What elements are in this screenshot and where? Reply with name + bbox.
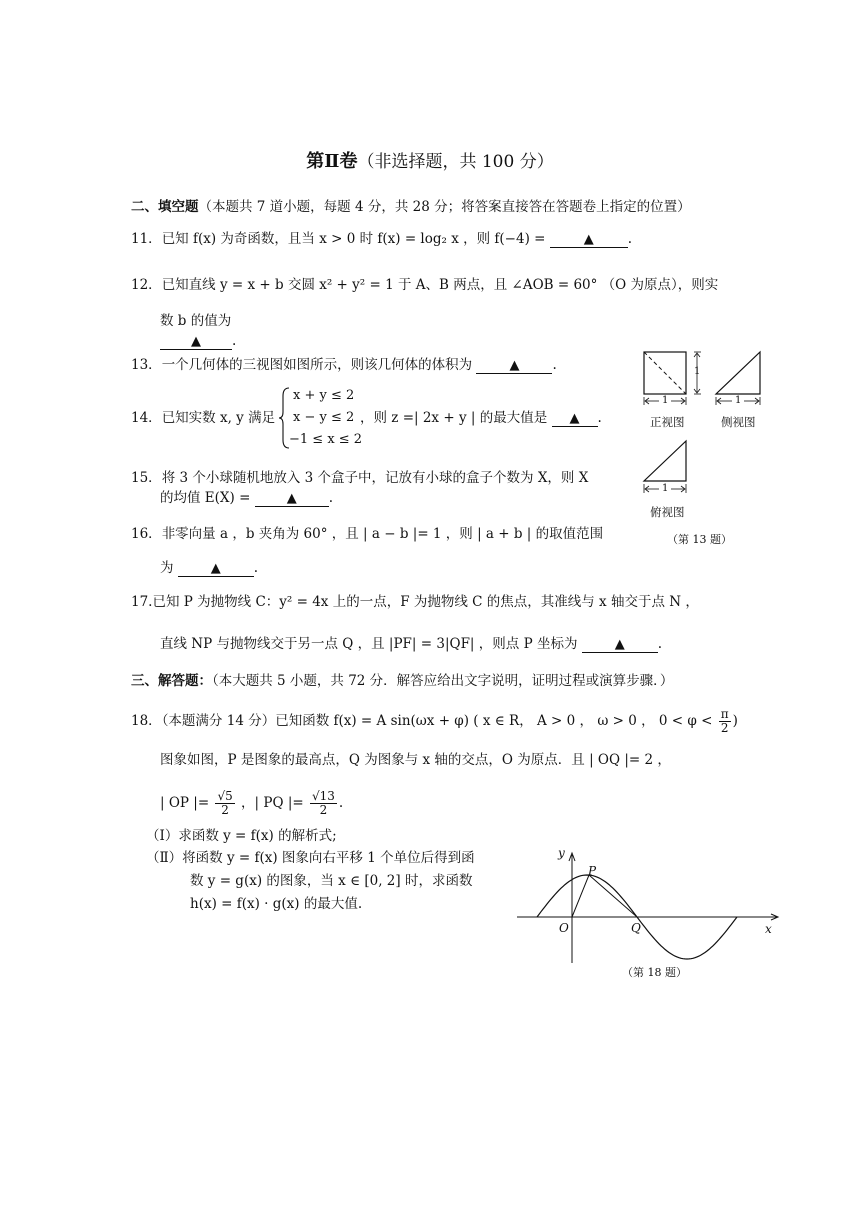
segment-pq [589,875,637,917]
top-view-triangle [644,441,686,481]
q12-text-line1: 已知直线 y = x + b 交圆 x² + y² = 1 于 A、B 两点，且 ∠AOB = 60° （O 为原点），则实 [161,277,719,293]
solution-section-note: （本大题共 5 小题，共 72 分．解答应给出文字说明，证明过程或演算步骤．） [212,673,674,689]
solution-section-header [131,673,673,689]
q15-line2 [160,490,333,507]
question-12 [131,277,718,293]
q13-text: 一个几何体的三视图如图所示，则该几何体的体积为 [161,357,473,373]
q16-answer-blank[interactable] [178,561,254,577]
q15-number: 15． [131,470,162,486]
q18-pq-label: ，| PQ |= [241,795,304,812]
q16-text-line1: 非零向量 a ，b 夹角为 60° ，且 | a − b |= 1 ，则 | a + b | 的取值范围 [161,526,604,542]
figure-18-caption: （第 18 题） [622,966,687,979]
sine-graph [515,845,785,965]
fill-in-section-title: 二、填空题 [131,199,199,215]
q17-number: 17. [131,594,153,610]
fill-in-section-header [131,199,691,215]
q18-pi-over-2 [719,708,731,735]
q16-period: . [253,560,259,576]
q14-period: . [597,410,602,426]
q12-text-line2: 数 b 的值为 [160,313,232,329]
side-view-triangle [716,352,760,394]
q13-period: . [552,357,557,373]
blank-triangle-icon: ▲ [583,232,594,247]
q14-text-pre: 已知实数 x, y 满足 [161,410,276,426]
segment-op [572,875,589,917]
point-q-label: Q [631,921,641,935]
q17-line2 [160,636,662,653]
q18-text-line1: （本题满分 14 分）已知函数 f(x) = A sin(ωx + φ) ( x ∈ R， A > 0 ， ω > 0 ， 0 < φ < [161,713,713,730]
blank-triangle-icon: ▲ [191,334,201,349]
question-16 [131,526,603,542]
q17-period: . [657,636,663,652]
q17-text-line1: 已知 P 为抛物线 C：y² = 4x 上的一点，F 为抛物线 C 的焦点，其准线与 x 轴交于点 N ， [152,594,699,610]
q18-close-paren: ) [732,713,738,730]
q18-line3 [160,790,343,817]
question-13 [131,357,557,374]
q16-text-line2: 为 [160,560,174,576]
q18-pi-den: 2 [720,721,729,736]
question-18 [131,708,738,735]
blank-triangle-icon: ▲ [210,561,221,576]
three-view-drawing [636,345,766,520]
q11-period: . [627,231,633,247]
q15-text-line2: 的均值 E(X) = [160,490,251,506]
q11-number: 11． [131,231,162,247]
q18-part-2-line2: 数 y = g(x) 的图象，当 x ∈ [0, 2] 时，求函数 [190,873,473,889]
q18-pq-den: 2 [319,803,328,818]
q14-text-post-label: ，则 z =| 2x + y | 的最大值是 [360,410,548,426]
blank-triangle-icon: ▲ [569,411,580,426]
q18-pi-num: π [720,707,729,721]
q18-op-label: | OP |= [160,795,210,812]
dim-label-side: 1 [735,395,742,406]
q14-text-post [360,410,602,427]
q16-line2 [160,560,258,577]
solution-section-title: 三、解答题： [131,673,212,689]
dim-label-front: 1 [662,395,669,406]
q13-answer-blank[interactable] [476,358,552,374]
x-axis-label: x [765,922,772,936]
y-axis-label: y [558,846,565,860]
point-p-label: P [588,864,597,878]
q18-op-den: 2 [221,803,229,818]
q14-constraint-1: x + y ≤ 2 [293,388,355,403]
q18-part-2-line1: （Ⅱ）将函数 y = f(x) 图象向右平移 1 个单位后得到函 [146,850,475,866]
q18-line3-period: . [338,795,344,812]
front-view-label: 正视图 [650,415,685,429]
figure-13-caption: （第 13 题） [667,533,732,546]
q12-number: 12． [131,277,162,293]
question-14 [131,410,275,426]
q15-period: . [328,490,333,506]
side-view-label: 侧视图 [721,415,756,429]
origin-label: O [559,921,569,935]
q14-answer-blank[interactable] [552,411,598,427]
blank-triangle-icon: ▲ [509,358,520,373]
q14-constraint-3: −1 ≤ x ≤ 2 [289,432,363,447]
front-view-diagonal [644,352,686,394]
question-15 [131,470,588,486]
q18-op-fraction [215,790,234,817]
q12-period: . [232,333,237,349]
q11-answer-blank[interactable] [550,232,628,248]
blank-triangle-icon: ▲ [614,637,625,652]
title-sub: （非选择题，共 100 分） [357,152,554,172]
q18-number: 18． [131,713,162,730]
q17-text-line2: 直线 NP 与抛物线交于另一点 Q ，且 |PF| = 3|QF| ，则点 P 坐标为 [160,636,578,652]
q15-answer-blank[interactable] [255,491,329,507]
q17-answer-blank[interactable] [582,637,658,653]
fill-in-section-note: （本题共 7 道小题，每题 4 分，共 28 分；将答案直接答在答题卷上指定的位置） [198,199,691,215]
q18-part-1: （Ⅰ）求函数 y = f(x) 的解析式; [146,828,337,844]
q11-text: 已知 f(x) 为奇函数，且当 x > 0 时 f(x) = log₂ x ，则 f(−4) = [161,231,546,247]
q18-op-num: √5 [217,789,233,803]
q12-answer [160,333,236,350]
blank-triangle-icon: ▲ [286,491,297,506]
q18-pq-num: √13 [311,789,335,803]
q12-answer-blank[interactable] [160,334,232,350]
q18-part-2-line3: h(x) = f(x) · g(x) 的最大值. [190,896,363,912]
top-view-label: 俯视图 [650,505,685,519]
dim-label-top: 1 [662,483,669,494]
q16-number: 16． [131,526,162,542]
section-title [0,151,860,173]
q14-number: 14． [131,410,162,426]
q18-text-line2: 图象如图，P 是图象的最高点，Q 为图象与 x 轴的交点，O 为原点．且 | OQ |= 2 ， [160,752,671,768]
title-main: 第Ⅱ卷 [306,151,358,172]
q14-constraint-2: x − y ≤ 2 [293,410,355,425]
dim-label-vertical: 1 [694,366,701,377]
question-11 [131,231,632,248]
q15-text-line1: 将 3 个小球随机地放入 3 个盒子中，记放有小球的盒子个数为 X，则 X [161,470,589,486]
q18-pq-fraction [310,790,337,817]
q13-number: 13． [131,357,162,373]
question-17 [131,594,699,610]
